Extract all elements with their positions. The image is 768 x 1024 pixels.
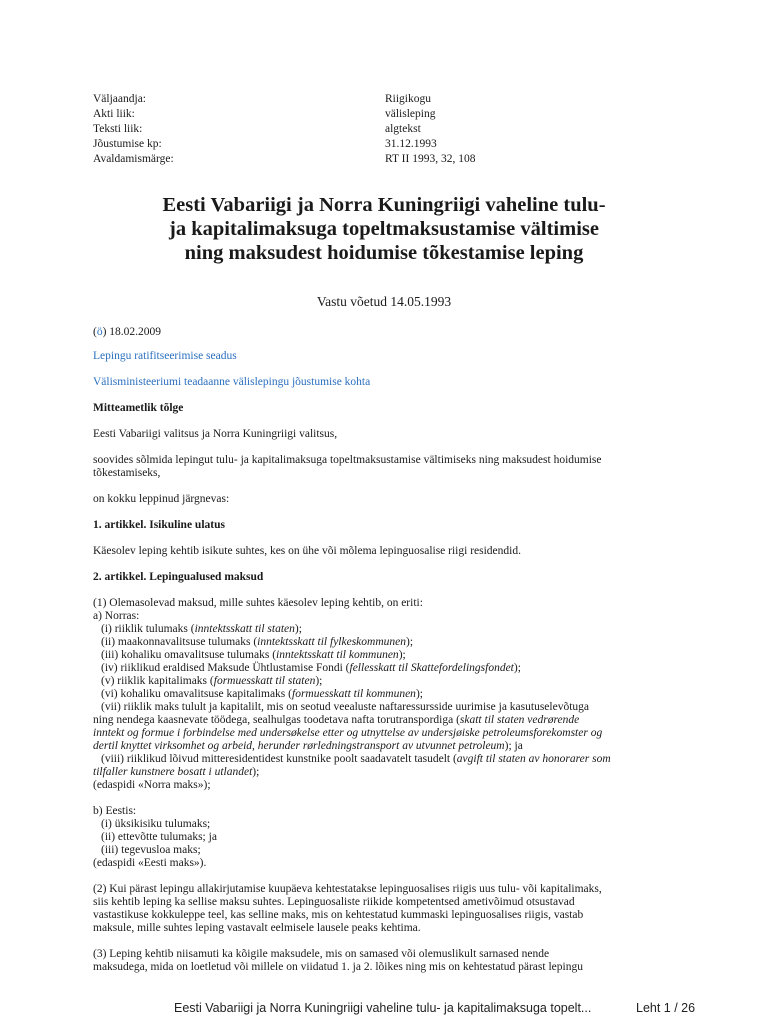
item-text: (viii) riiklikud lõivud mitteresidentidest kunstnike poolt saadavatelt tasudelt ( [101,753,457,765]
item-norwegian-term: skatt til staten vedrørende [459,714,580,726]
metadata-label: Akti liik: [93,108,135,120]
item-norwegian-term: dertil knyttet virksomhet og arbeid, herunder rørledningstransport av utvunnet petroleum [93,740,505,752]
article-2-section-2 [93,883,683,935]
article-heading: 2. artikkel. Lepingualused maksud [93,571,264,583]
list-item [93,636,683,649]
item-text: ); [315,675,323,687]
document-title [60,193,708,265]
metadata-table [93,92,513,167]
paragraph-line: vastastikuse kokkuleppe teel, kas selline maks, mis on kehtestatud kummaski lepinguosalises riigis, vastab [93,909,584,921]
metadata-value: 31.12.1993 [385,138,437,150]
metadata-row [93,107,513,122]
item-text: (vi) kohaliku omavalitsuse kapitalimaks ( [101,688,292,700]
paragraph-line: siis kehtib leping ka sellise maksu suhtes. Lepinguosaliste riikide kompetentsed ametivõimud otsustavad [93,896,575,908]
item-norwegian-term: avgift til staten av honorarer som [456,753,611,765]
item-text: (i) riiklik tulumaks ( [101,623,195,635]
subsection-label: a) Norras: [93,610,140,622]
foreign-ministry-notice-link[interactable]: Välisministeeriumi teadaanne välislepingu jõustumise kohta [93,376,371,388]
list-item: (vii) riiklik maks tulult ja kapitalilt, mis on seotud veealuste naftaressursside uurimise ja kasutuselevõtuga [101,701,590,713]
list-item-continuation: inntekt og formue i forbindelse med undersøkelse etter og utnyttelse av undersjøiske petroleumsforekomster og [93,727,603,739]
paragraph-line: (edaspidi «Eesti maks»). [93,857,207,869]
preamble-line: tõkestamiseks, [93,467,161,479]
article-heading: 1. artikkel. Isikuline ulatus [93,519,225,531]
metadata-label: Jõustumise kp: [93,138,162,150]
item-text: ); [252,766,260,778]
page-number: Leht 1 / 26 [636,1001,696,1015]
item-text: ); [294,623,302,635]
metadata-row [93,122,513,137]
item-text: ); [513,662,521,674]
unofficial-translation-label: Mitteametlik tõlge [93,402,184,414]
metadata-value: Riigikogu [385,93,432,105]
item-norwegian-term: fellesskatt til Skattefordelingsfondet [349,662,514,674]
title-line: Eesti Vabariigi ja Norra Kuningriigi vaheline tulu- [162,194,606,216]
item-norwegian-term: inntektsskatt til fylkeskommunen [257,636,406,648]
list-item: (ii) ettevõtte tulumaks; ja [101,831,217,843]
article-2-section-1 [93,597,683,792]
article-2-section-3 [93,948,683,974]
list-item [93,662,683,675]
title-line: ning maksudest hoidumise tõkestamise leping [184,242,584,264]
metadata-row [93,92,513,107]
metadata-label: Teksti liik: [93,123,143,135]
item-text: ); [406,636,414,648]
link-paragraph [93,376,683,389]
item-text: ); [415,688,423,700]
item-text: ); [398,649,406,661]
item-text: (v) riiklik kapitalimaks ( [101,675,214,687]
paragraph-line: (2) Kui pärast lepingu allakirjutamise kuupäeva kehtestatakse lepinguosalises riigis uus tulu- või kapitalimaks, [93,883,602,895]
item-text: (ii) maakonnavalitsuse tulumaks ( [101,636,258,648]
list-item-continuation [93,714,683,727]
metadata-label: Väljaandja: [93,93,147,105]
item-norwegian-term: inntektsskatt til staten [194,623,295,635]
estonia-taxes [93,805,683,870]
adoption-date: Vastu võetud 14.05.1993 [316,294,452,309]
preamble-paragraph: on kokku leppinud järgnevas: [93,493,230,505]
amendment-prefix: ( [93,326,97,338]
amendment-date: ) 18.02.2009 [102,326,162,338]
list-item: (i) üksikisiku tulumaks; [101,818,211,830]
paragraph-line: maksule, mille suhtes leping vastavalt eelmisele lausele peaks kehtima. [93,922,421,934]
link-paragraph [93,350,683,363]
footer-document-title: Eesti Vabariigi ja Norra Kuningriigi vaheline tulu- ja kapitalimaksuga topelt... [174,1001,592,1015]
list-item [93,623,683,636]
list-item-continuation [93,740,683,753]
preamble-paragraph [93,454,683,480]
item-text: (iii) kohaliku omavalitsuse tulumaks ( [101,649,277,661]
document-body [93,326,683,974]
metadata-value: algtekst [385,123,421,135]
article-text: Käesolev leping kehtib isikute suhtes, kes on ühe või mõlema lepinguosalise riigi residendid. [93,545,521,557]
title-line: ja kapitalimaksuga topeltmaksustamise vältimise [169,218,599,240]
list-item: (iii) tegevusloa maks; [101,844,201,856]
preamble-line: soovides sõlmida lepingut tulu- ja kapitalimaksuga topeltmaksustamise vältimiseks ning maksudest hoidumise [93,454,602,466]
list-item [93,675,683,688]
list-item [93,649,683,662]
metadata-value: välisleping [385,108,436,120]
paragraph-line: maksudega, mida on loetletud või millele on viidatud 1. ja 2. lõikes ning mis on kehtestatud pärast lepingu [93,961,583,973]
subsection-label: b) Eestis: [93,805,137,817]
metadata-row [93,152,513,167]
amendment-link[interactable]: ö [96,326,103,338]
item-text: ); ja [504,740,523,752]
preamble-paragraph: Eesti Vabariigi valitsus ja Norra Kuningriigi valitsus, [93,428,338,440]
list-item [93,753,683,766]
item-norwegian-term: tilfaller kunstnere bosatt i utlandet [93,766,253,778]
paragraph-line: (edaspidi «Norra maks»); [93,779,211,791]
list-item-continuation [93,766,683,779]
item-norwegian-term: formuesskatt til staten [213,675,316,687]
amendment-line [93,326,683,339]
ratification-act-link[interactable]: Lepingu ratifitseerimise seadus [93,350,237,362]
item-norwegian-term: formuesskatt til kommunen [292,688,416,700]
list-item [93,688,683,701]
item-norwegian-term: inntektsskatt til kommunen [276,649,399,661]
item-text: (iv) riiklikud eraldised Maksude Ühtlustamise Fondi ( [101,662,350,674]
metadata-label: Avaldamismärge: [93,153,174,165]
metadata-row [93,137,513,152]
item-text: ning nendega kaasnevate töödega, sealhulgas toodetava nafta torutranspordiga ( [93,714,460,726]
paragraph-line: (1) Olemasolevad maksud, mille suhtes käesolev leping kehtib, on eriti: [93,597,423,609]
paragraph-line: (3) Leping kehtib niisamuti ka kõigile maksudele, mis on samased või olemuslikult sarnased nende [93,948,550,960]
metadata-value: RT II 1993, 32, 108 [385,153,476,165]
